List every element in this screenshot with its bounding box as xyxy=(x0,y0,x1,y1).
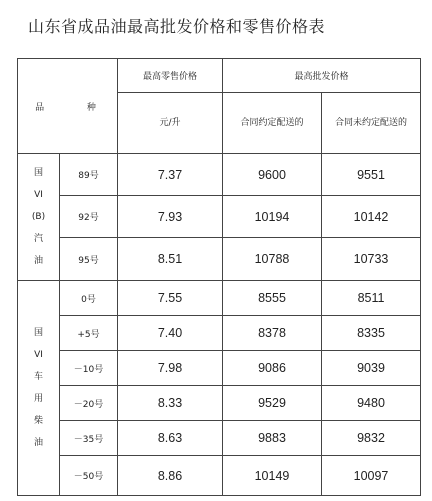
grade-cell: －10号 xyxy=(60,351,118,386)
retail-cell: 7.93 xyxy=(118,196,223,238)
contract-cell: 8555 xyxy=(223,281,322,316)
grade-cell: +5号 xyxy=(60,316,118,351)
retail-cell: 7.37 xyxy=(118,154,223,196)
retail-cell: 7.55 xyxy=(118,281,223,316)
grade-cell: 92号 xyxy=(60,196,118,238)
category-char: VI xyxy=(34,350,43,360)
grade-cell: 0号 xyxy=(60,281,118,316)
retail-cell: 7.98 xyxy=(118,351,223,386)
retail-cell: 7.40 xyxy=(118,316,223,351)
category-char: VI xyxy=(34,190,43,200)
price-table xyxy=(17,58,421,496)
contract-cell: 9086 xyxy=(223,351,322,386)
category-char: 国 xyxy=(33,328,43,338)
non-contract-cell: 10097 xyxy=(322,456,421,496)
retail-cell: 8.51 xyxy=(118,238,223,281)
category-char: 汽 xyxy=(33,234,43,244)
contract-cell: 9883 xyxy=(223,421,322,456)
category-char: 用 xyxy=(33,394,43,404)
grade-cell: －20号 xyxy=(60,386,118,421)
page-title: 山东省成品油最高批发价格和零售价格表 xyxy=(28,17,326,36)
contract-cell: 8378 xyxy=(223,316,322,351)
grade-cell: －35号 xyxy=(60,421,118,456)
category-char: 油 xyxy=(33,438,43,448)
non-contract-header: 合同未约定配送的 xyxy=(322,93,421,154)
retail-cell: 8.86 xyxy=(118,456,223,496)
contract-cell: 10149 xyxy=(223,456,322,496)
category-char: 柴 xyxy=(33,416,43,426)
contract-header: 合同约定配送的 xyxy=(223,93,322,154)
non-contract-cell: 9832 xyxy=(322,421,421,456)
retail-cell: 8.33 xyxy=(118,386,223,421)
non-contract-cell: 9551 xyxy=(322,154,421,196)
non-contract-cell: 9039 xyxy=(322,351,421,386)
product-header: 品 种 xyxy=(18,59,118,154)
grade-cell: 89号 xyxy=(60,154,118,196)
non-contract-cell: 8511 xyxy=(322,281,421,316)
retail-cell: 8.63 xyxy=(118,421,223,456)
unit-header: 元/升 xyxy=(118,93,223,154)
non-contract-cell: 8335 xyxy=(322,316,421,351)
category-char: (B) xyxy=(31,212,46,222)
grade-cell: 95号 xyxy=(60,238,118,281)
retail-header: 最高零售价格 xyxy=(118,59,223,93)
contract-cell: 10194 xyxy=(223,196,322,238)
non-contract-cell: 9480 xyxy=(322,386,421,421)
wholesale-header: 最高批发价格 xyxy=(223,59,421,93)
category-char: 国 xyxy=(33,168,43,178)
gasoline-category xyxy=(18,154,60,281)
category-char: 油 xyxy=(33,256,43,266)
grade-cell: －50号 xyxy=(60,456,118,496)
diesel-category xyxy=(18,281,60,496)
contract-cell: 9600 xyxy=(223,154,322,196)
non-contract-cell: 10733 xyxy=(322,238,421,281)
category-char: 车 xyxy=(33,372,43,382)
contract-cell: 10788 xyxy=(223,238,322,281)
non-contract-cell: 10142 xyxy=(322,196,421,238)
contract-cell: 9529 xyxy=(223,386,322,421)
